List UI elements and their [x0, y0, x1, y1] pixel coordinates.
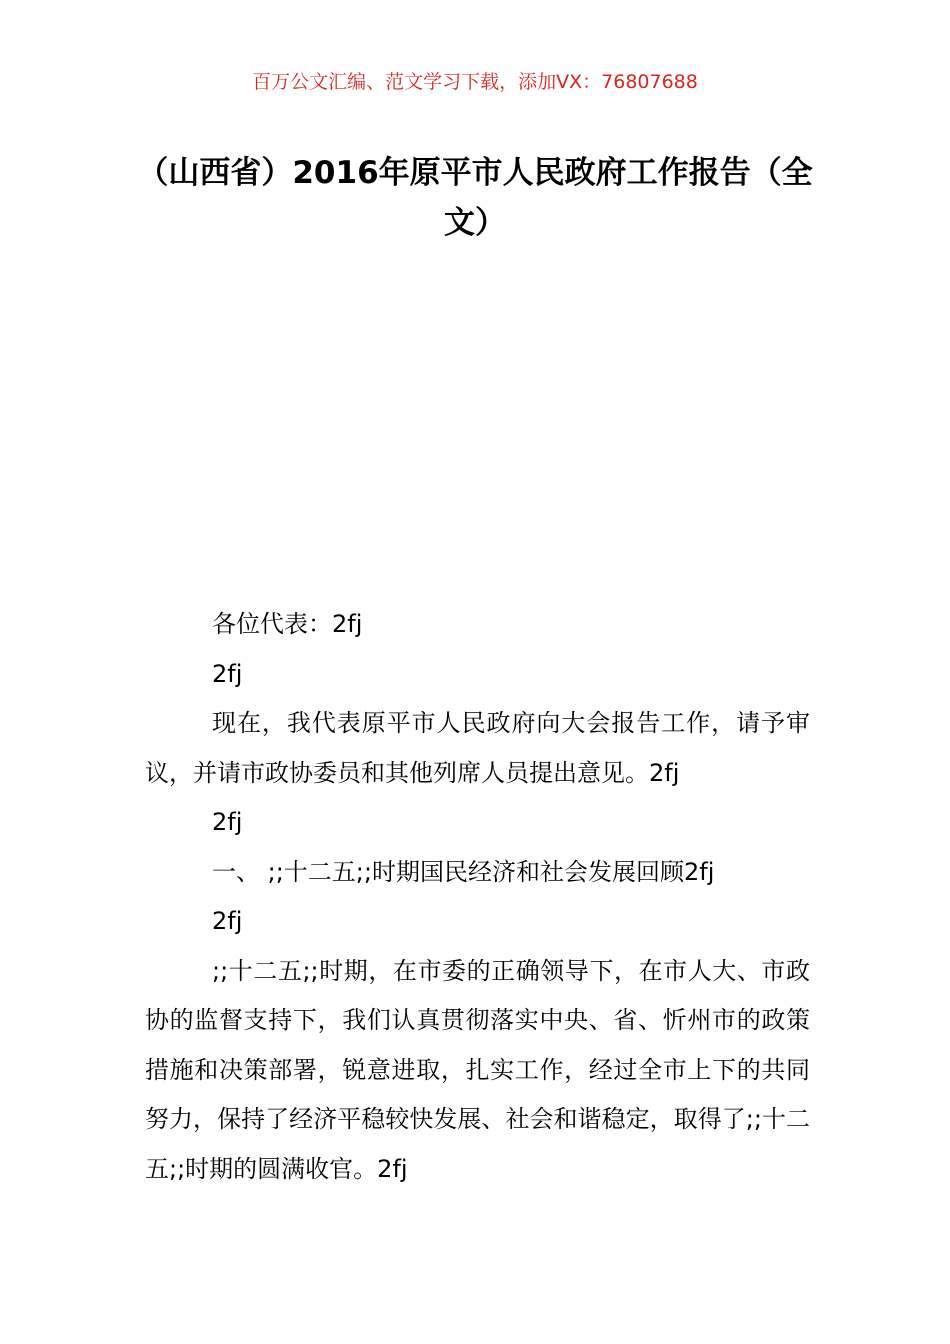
- paragraph: 2fj: [212, 659, 243, 688]
- paragraph-review: ;;十二五;;时期，在市委的正确领导下，在市人大、市政协的监督支持下，我们认真贯彻落实中央、省、忻州市的政策措施和决策部署，锐意进取，扎实工作，经过全市上下的共同努力，保持了经济平稳较快发展、社会和谐稳定，取得了;;十二五;;时期的圆满收官。2fj: [145, 956, 810, 1183]
- paragraph-intro: 现在，我代表原平市人民政府向大会报告工作，请予审议，并请市政协委员和其他列席人员提出意见。2fj: [145, 709, 810, 787]
- paragraph-salutation: 各位代表：2fj: [212, 610, 363, 638]
- document-body: [145, 600, 810, 1194]
- paragraph: 2fj: [212, 808, 243, 836]
- header-note: 百万公文汇编、范文学习下载，添加VX：76807688: [252, 71, 698, 93]
- paragraph: 2fj: [212, 907, 243, 935]
- document-title: （山西省）2016年原平市人民政府工作报告（全文）: [137, 155, 813, 241]
- section-heading: 一、 ;;十二五;;时期国民经济和社会发展回顾2fj: [212, 857, 715, 886]
